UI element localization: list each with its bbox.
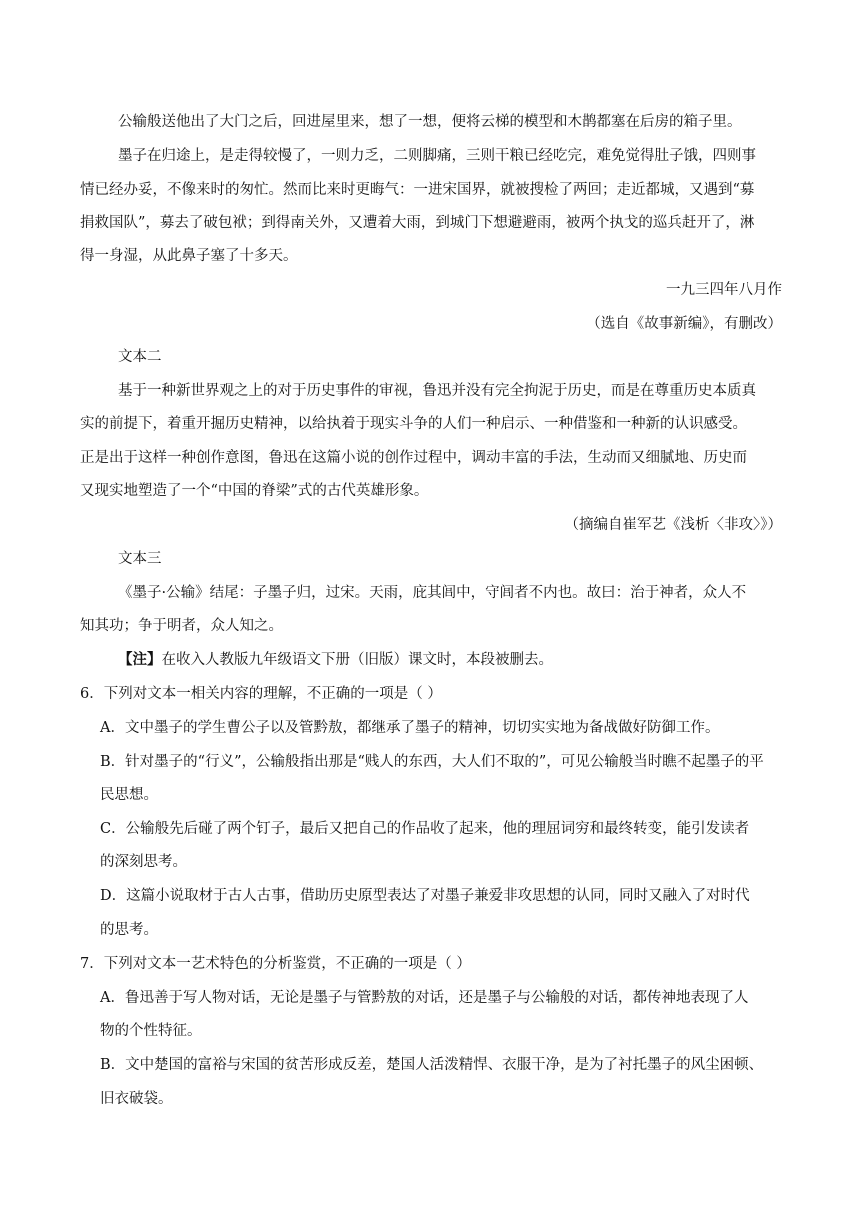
question-6-stem: 6．下列对文本一相关内容的理解，不正确的一项是（ ） [80,686,442,702]
question-7-option-a-line-2: 物的个性特征。 [100,1023,202,1039]
question-6-option-d-line-2: 的思考。 [100,922,158,938]
question-7-option-b-line-2: 旧衣破袋。 [100,1091,173,1107]
question-6-option-c-line-2: 的深刻思考。 [100,854,187,870]
text2-line-1: 基于一种新世界观之上的对于历史事件的审视，鲁迅并没有完全拘泥于历史，而是在尊重历史本质真 [118,383,756,399]
text2-line-2: 实的前提下，着重开掘历史精神，以给执着于现实斗争的人们一种启示、一种借鉴和一种新的认识感受。 [80,416,747,432]
text2-heading: 文本二 [118,349,162,365]
text1-paragraph-2-line-2: 情已经办妥，不像来时的匆忙。然而比来时更晦气：一进宋国界，就被搜检了两回；走近都城，又遇到“募 [80,182,755,198]
text2-line-3: 正是出于这样一种创作意图，鲁迅在这篇小说的创作过程中，调动丰富的手法，生动而又细腻地、历史而 [80,450,747,466]
text1-source: （选自《故事新编》，有删改） [586,316,782,332]
note-tag: 【注】 [118,651,162,668]
question-7-option-b-line-1: B．文中楚国的富裕与宋国的贫苦形成反差，楚国人活泼精悍、衣服干净，是为了衬托墨子的风尘困顿、 [100,1057,764,1073]
text2-line-4: 又现实地塑造了一个“中国的脊梁”式的古代英雄形象。 [80,483,429,499]
question-6-option-b-line-1: B．针对墨子的“行义”，公输般指出那是“贱人的东西，大人们不取的”，可见公输般当时瞧不起墨子的平 [100,754,764,770]
question-7-option-a-line-1: A．鲁迅善于写人物对话，无论是墨子与管黔敖的对话，还是墨子与公输般的对话，都传神地表现了人 [100,990,749,1006]
question-6-option-b-line-2: 民思想。 [100,787,158,803]
text3-note [118,650,553,670]
text3-line-1: 《墨子·公输》结尾：子墨子归，过宋。天雨，庇其闾中，守闾者不内也。故曰：治于神者，众人不 [118,585,747,601]
text3-line-2: 知其功；争于明者，众人知之。 [80,618,283,634]
question-6-option-a: A．文中墨子的学生曹公子以及管黔敖，都继承了墨子的精神，切切实实地为备战做好防御工作。 [100,720,720,736]
note-text: 在收入人教版九年级语文下册（旧版）课文时，本段被删去。 [161,652,553,668]
question-6-option-c-line-1: C．公输般先后碰了两个钉子，最后又把自己的作品收了起来，他的理屈词穷和最终转变，能引发读者 [100,821,750,837]
text1-paragraph-2-line-3: 捐救国队”，募去了破包袱；到得南关外，又遭着大雨，到城门下想避避雨，被两个执戈的巡兵赶开了，淋 [80,215,755,231]
text1-paragraph-2-line-4: 得一身湿，从此鼻子塞了十多天。 [80,248,298,264]
text3-heading: 文本三 [118,551,162,567]
text1-paragraph-2-line-1: 墨子在归途上，是走得较慢了，一则力乏，二则脚痛，三则干粮已经吃完，难免觉得肚子饿，四则事 [118,148,756,164]
text1-paragraph-1: 公输般送他出了大门之后，回进屋里来，想了一想，便将云梯的模型和木鹊都塞在后房的箱子里。 [118,114,742,130]
question-7-stem: 7．下列对文本一艺术特色的分析鉴赏，不正确的一项是（ ） [80,956,471,972]
question-6-option-d-line-1: D．这篇小说取材于古人古事，借助历史原型表达了对墨子兼爱非攻思想的认同，同时又融入了对时代 [100,888,750,904]
text2-source: （摘编自崔军艺《浅析〈非攻〉》） [564,517,782,533]
text1-date: 一九三四年八月作 [666,282,782,298]
